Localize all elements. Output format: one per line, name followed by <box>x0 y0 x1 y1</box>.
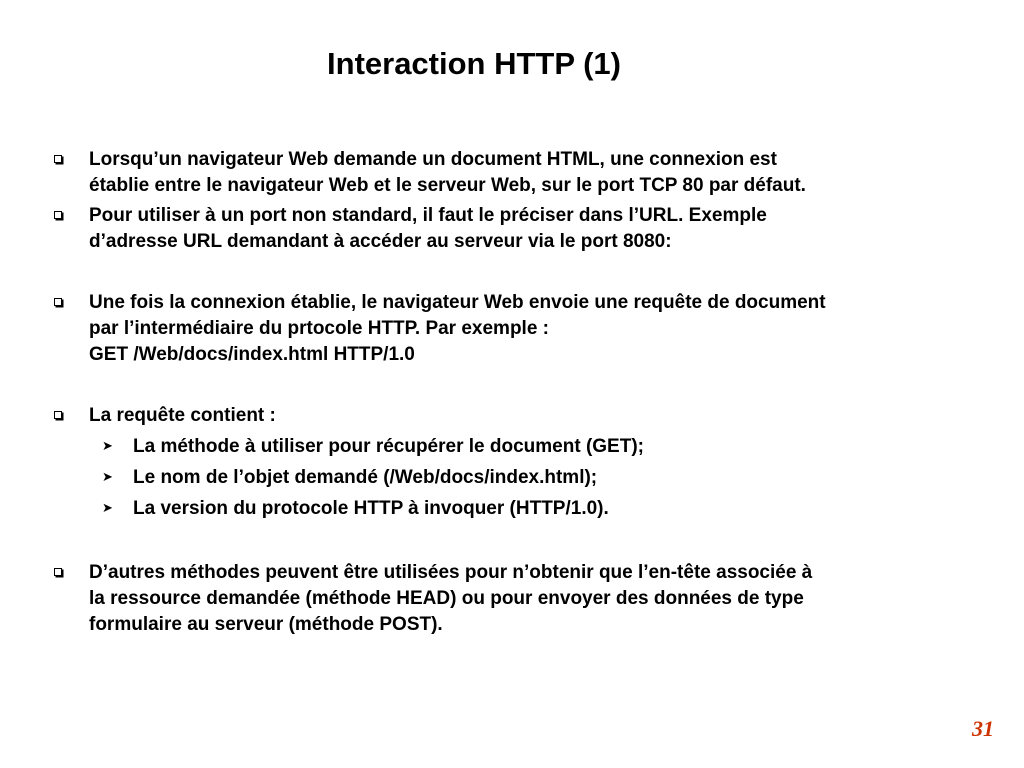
bullet-text-line: GET /Web/docs/index.html HTTP/1.0 <box>89 344 415 365</box>
bullet-text-line: Une fois la connexion établie, le navigateur Web envoie une requête de document <box>89 292 826 313</box>
square-bullet-icon <box>54 155 62 163</box>
bullet-text-line: la ressource demandée (méthode HEAD) ou pour envoyer des données de type <box>89 588 804 609</box>
chevron-right-icon: ➤ <box>102 470 113 485</box>
square-bullet-icon <box>54 411 62 419</box>
chevron-right-icon: ➤ <box>102 501 113 516</box>
bullet-item <box>89 147 994 199</box>
bullet-text-line: La requête contient : <box>89 405 276 426</box>
bullet-text-line: Lorsqu’un navigateur Web demande un document HTML, une connexion est <box>89 149 777 170</box>
square-bullet-icon <box>54 211 62 219</box>
slide-title: Interaction HTTP (1) <box>327 46 621 81</box>
sub-bullet-text: Le nom de l’objet demandé (/Web/docs/index.html); <box>133 467 598 488</box>
sub-bullet-item <box>102 465 993 491</box>
bullet-text-line: Pour utiliser à un port non standard, il faut le préciser dans l’URL. Exemple <box>89 205 767 226</box>
bullet-item <box>89 290 994 368</box>
bullet-text-line: d’adresse URL demandant à accéder au serveur via le port 8080: <box>89 231 672 252</box>
sub-bullet-text: La version du protocole HTTP à invoquer (HTTP/1.0). <box>133 498 609 519</box>
sub-bullet-text: La méthode à utiliser pour récupérer le document (GET); <box>133 436 644 457</box>
square-bullet-icon <box>54 568 62 576</box>
sub-bullet-item <box>102 434 993 460</box>
bullet-item <box>89 203 994 255</box>
bullet-text-line: formulaire au serveur (méthode POST). <box>89 614 443 635</box>
bullet-item <box>89 560 994 638</box>
bullet-item <box>89 403 994 429</box>
sub-bullet-item <box>102 496 993 522</box>
square-bullet-icon <box>54 298 62 306</box>
page-number: 31 <box>972 716 994 741</box>
bullet-text-line: par l’intermédiaire du prtocole HTTP. Par exemple : <box>89 318 550 339</box>
bullet-text-line: établie entre le navigateur Web et le serveur Web, sur le port TCP 80 par défaut. <box>89 175 806 196</box>
chevron-right-icon: ➤ <box>102 439 113 454</box>
bullet-text-line: D’autres méthodes peuvent être utilisées pour n’obtenir que l’en-tête associée à <box>89 562 813 583</box>
